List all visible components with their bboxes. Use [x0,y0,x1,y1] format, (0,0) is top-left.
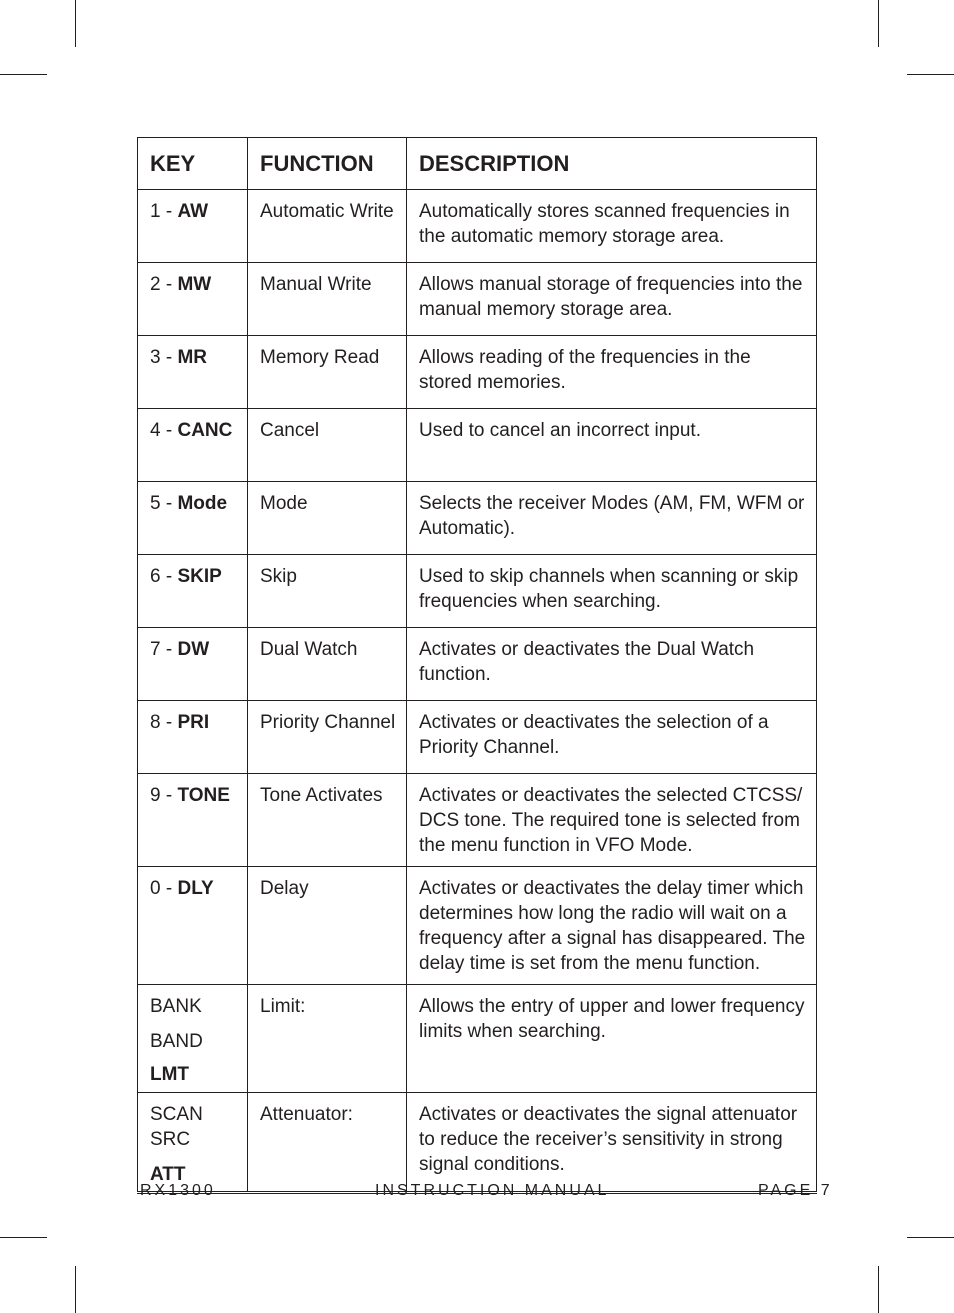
description-cell: Automatically stores scanned frequencies in the automatic memory storage area. [407,190,817,263]
function-cell: Memory Read [248,336,407,409]
function-cell: Mode [248,482,407,555]
key-cell [138,774,248,867]
description-cell: Activates or deactivates the selection of a Priority Channel. [407,701,817,774]
key-code: DLY [177,878,214,899]
key-number: 1 - [150,201,173,222]
function-cell: Dual Watch [248,628,407,701]
table-row [138,774,817,867]
key-cell [138,1093,248,1193]
table-row [138,336,817,409]
key-line-bank: BANK [150,996,202,1017]
footer-page-number: PAGE 7 [758,1182,833,1199]
description-cell: Activates or deactivates the selected CTCSS/ DCS tone. The required tone is selected from the menu function in VFO Mode. [407,774,817,867]
description-cell: Used to skip channels when scanning or skip frequencies when searching. [407,555,817,628]
crop-mark-bottom-right [878,1266,879,1313]
key-number: 9 - [150,785,173,806]
key-cell [138,190,248,263]
function-cell: Automatic Write [248,190,407,263]
description-cell: Allows reading of the frequencies in the stored memories. [407,336,817,409]
crop-mark-bottom-left [75,1266,76,1313]
key-cell [138,985,248,1093]
key-number: 3 - [150,347,173,368]
key-number: 5 - [150,493,173,514]
key-code: AW [177,201,209,222]
function-cell: Skip [248,555,407,628]
key-code: MW [177,274,212,295]
crop-mark-top-left-h [0,74,47,75]
function-cell: Manual Write [248,263,407,336]
key-code: CANC [177,420,233,441]
crop-mark-top-left [75,0,76,47]
key-code: PRI [177,712,210,733]
footer-manual-title: INSTRUCTION MANUAL [375,1182,610,1199]
key-cell [138,628,248,701]
description-cell: Allows manual storage of frequencies into the manual memory storage area. [407,263,817,336]
key-line-scan-src: SCAN SRC [150,1104,203,1150]
function-cell: Delay [248,867,407,985]
function-cell: Attenuator: [248,1093,407,1193]
key-code: ATT [150,1164,186,1185]
table-row [138,985,817,1093]
key-function-table [137,137,817,1194]
key-cell [138,336,248,409]
table-row [138,409,817,482]
key-cell [138,701,248,774]
description-cell: Allows the entry of upper and lower frequency limits when searching. [407,985,817,1093]
key-number: 7 - [150,639,173,660]
table-header-row [138,138,817,190]
key-code: TONE [177,785,230,806]
footer-model: RX1300 [140,1182,216,1199]
crop-mark-top-right-h [907,74,954,75]
header-description: DESCRIPTION [407,138,817,190]
key-cell [138,555,248,628]
key-number: 0 - [150,878,173,899]
table-row [138,701,817,774]
crop-mark-bottom-left-h [0,1237,47,1238]
description-cell: Activates or deactivates the Dual Watch function. [407,628,817,701]
key-cell [138,482,248,555]
table-row [138,1093,817,1193]
key-code: LMT [150,1064,190,1085]
table-row [138,555,817,628]
header-key: KEY [138,138,248,190]
key-cell [138,867,248,985]
key-number: 8 - [150,712,173,733]
description-cell: Activates or deactivates the signal attenuator to reduce the receiver’s sensitivity in strong signal conditions. [407,1093,817,1193]
key-code: MR [177,347,208,368]
table-row [138,482,817,555]
description-cell: Activates or deactivates the delay timer which determines how long the radio will wait on a frequency after a signal has disappeared. The delay time is set from the menu function. [407,867,817,985]
function-cell: Cancel [248,409,407,482]
key-number: 4 - [150,420,173,441]
function-cell: Tone Activates [248,774,407,867]
function-cell: Priority Channel [248,701,407,774]
key-code: Mode [177,493,228,514]
crop-mark-bottom-right-h [907,1237,954,1238]
table-row [138,628,817,701]
key-cell [138,409,248,482]
description-cell: Used to cancel an incorrect input. [407,409,817,482]
header-function: FUNCTION [248,138,407,190]
key-number: 2 - [150,274,173,295]
key-number: 6 - [150,566,173,587]
key-cell [138,263,248,336]
table-row [138,867,817,985]
table-row [138,190,817,263]
crop-mark-top-right [878,0,879,47]
key-code: DW [177,639,210,660]
table-row [138,263,817,336]
key-line-band: BAND [150,1031,203,1052]
key-code: SKIP [177,566,222,587]
function-cell: Limit: [248,985,407,1093]
description-cell: Selects the receiver Modes (AM, FM, WFM or Automatic). [407,482,817,555]
